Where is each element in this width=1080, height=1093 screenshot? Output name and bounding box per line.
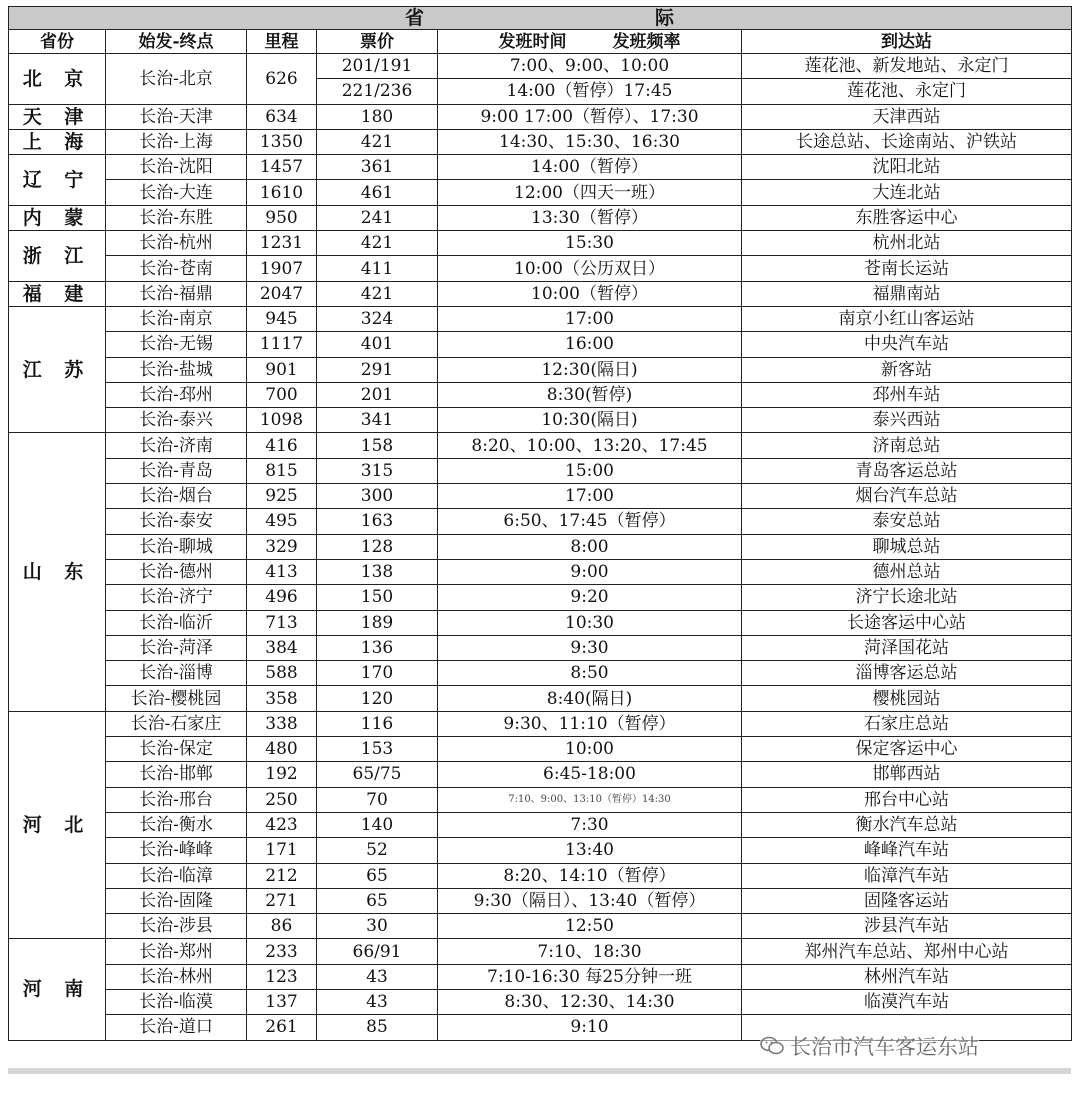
arrival-cell: 淄博客运总站 [742,661,1072,686]
table-row [9,332,1072,357]
distance-cell: 588 [247,661,317,686]
table-row [9,408,1072,433]
time-cell: 12:30(隔日) [438,357,742,382]
price-cell: 138 [317,559,438,584]
price-cell: 43 [317,964,438,989]
route-cell: 长治-邳州 [106,382,247,407]
route-cell: 长治-临漳 [106,863,247,888]
distance-cell: 261 [247,1015,317,1040]
distance-cell: 1907 [247,256,317,281]
schedule-body [9,54,1072,1041]
distance-cell: 192 [247,762,317,787]
table-row [9,357,1072,382]
arrival-cell: 临漳汽车站 [742,863,1072,888]
arrival-cell: 烟台汽车总站 [742,484,1072,509]
price-cell: 65 [317,888,438,913]
time-cell: 16:00 [438,332,742,357]
table-row [9,585,1072,610]
arrival-cell: 邯郸西站 [742,762,1072,787]
price-cell: 65 [317,863,438,888]
province-cell: 北 京 [9,54,106,105]
province-cell: 福 建 [9,281,106,306]
time-cell: 10:00（暂停） [438,281,742,306]
route-cell: 长治-临沂 [106,610,247,635]
route-cell: 长治-涉县 [106,914,247,939]
time-cell: 9:30（隔日）、13:40（暂停） [438,888,742,913]
route-cell: 长治-盐城 [106,357,247,382]
table-row [9,559,1072,584]
time-cell: 8:50 [438,661,742,686]
province-cell: 河 北 [9,711,106,939]
title-row [9,7,1072,30]
price-cell: 153 [317,737,438,762]
route-cell: 长治-临漠 [106,989,247,1014]
route-cell: 长治-天津 [106,104,247,129]
distance-cell: 1610 [247,180,317,205]
distance-cell: 423 [247,812,317,837]
arrival-cell: 福鼎南站 [742,281,1072,306]
table-row [9,509,1072,534]
time-cell: 12:00（四天一班） [438,180,742,205]
distance-cell: 86 [247,914,317,939]
time-cell: 9:00 [438,559,742,584]
price-cell: 116 [317,711,438,736]
price-cell: 170 [317,661,438,686]
time-cell: 10:30 [438,610,742,635]
route-cell: 长治-烟台 [106,484,247,509]
route-cell: 长治-樱桃园 [106,686,247,711]
arrival-cell: 德州总站 [742,559,1072,584]
arrival-cell: 莲花池、永定门 [742,79,1072,104]
price-cell: 136 [317,635,438,660]
table-row [9,989,1072,1014]
arrival-cell: 郑州汽车总站、郑州中心站 [742,939,1072,964]
table-row [9,863,1072,888]
price-cell: 150 [317,585,438,610]
time-cell: 9:30、11:10（暂停） [438,711,742,736]
time-cell: 6:45-18:00 [438,762,742,787]
table-row [9,661,1072,686]
table-row [9,231,1072,256]
price-cell: 140 [317,812,438,837]
route-cell: 长治-郑州 [106,939,247,964]
route-cell: 长治-聊城 [106,534,247,559]
route-cell: 长治-泰安 [106,509,247,534]
table-row [9,711,1072,736]
price-cell: 291 [317,357,438,382]
time-cell: 9:30 [438,635,742,660]
arrival-cell: 长途总站、长途南站、沪铁站 [742,129,1072,154]
price-cell: 411 [317,256,438,281]
route-cell: 长治-衡水 [106,812,247,837]
arrival-cell: 固隆客运站 [742,888,1072,913]
arrival-cell: 邳州车站 [742,382,1072,407]
arrival-cell: 聊城总站 [742,534,1072,559]
header-distance: 里程 [247,30,317,54]
route-cell: 长治-林州 [106,964,247,989]
distance-cell: 123 [247,964,317,989]
table-row [9,838,1072,863]
time-cell: 14:30、15:30、16:30 [438,129,742,154]
time-cell: 15:30 [438,231,742,256]
distance-cell: 271 [247,888,317,913]
distance-cell: 413 [247,559,317,584]
distance-cell: 480 [247,737,317,762]
time-cell: 9:20 [438,585,742,610]
route-cell: 长治-泰兴 [106,408,247,433]
time-cell: 10:00 [438,737,742,762]
table-row [9,737,1072,762]
table-row [9,787,1072,812]
arrival-cell: 苍南长运站 [742,256,1072,281]
price-cell: 85 [317,1015,438,1040]
table-row [9,964,1072,989]
arrival-cell: 天津西站 [742,104,1072,129]
arrival-cell: 中央汽车站 [742,332,1072,357]
route-cell: 长治-邢台 [106,787,247,812]
table-row [9,458,1072,483]
route-cell: 长治-淄博 [106,661,247,686]
route-cell: 长治-南京 [106,306,247,331]
route-cell: 长治-大连 [106,180,247,205]
distance-cell: 384 [247,635,317,660]
route-cell: 长治-沈阳 [106,155,247,180]
bottom-strip [8,1068,1071,1074]
time-cell: 17:00 [438,484,742,509]
price-cell: 120 [317,686,438,711]
route-cell: 长治-东胜 [106,205,247,230]
arrival-cell: 邢台中心站 [742,787,1072,812]
price-cell: 52 [317,838,438,863]
table-row [9,939,1072,964]
arrival-cell: 林州汽车站 [742,964,1072,989]
header-province: 省份 [9,30,106,54]
table-row [9,914,1072,939]
distance-cell: 815 [247,458,317,483]
province-cell: 浙 江 [9,231,106,282]
time-cell: 7:10、18:30 [438,939,742,964]
distance-cell: 212 [247,863,317,888]
table-row [9,812,1072,837]
time-cell: 12:50 [438,914,742,939]
province-cell: 辽 宁 [9,155,106,206]
arrival-cell: 菏泽国花站 [742,635,1072,660]
price-cell: 324 [317,306,438,331]
time-cell: 14:00（暂停） [438,155,742,180]
route-cell: 长治-福鼎 [106,281,247,306]
table-row [9,180,1072,205]
watermark-text: 长治市汽车客运东站 [790,1035,979,1059]
arrival-cell: 青岛客运总站 [742,458,1072,483]
route-cell: 长治-济南 [106,433,247,458]
time-cell: 7:00、9:00、10:00 [438,54,742,79]
price-cell: 300 [317,484,438,509]
route-cell: 长治-杭州 [106,231,247,256]
table-title [9,7,1072,30]
arrival-cell: 石家庄总站 [742,711,1072,736]
arrival-cell: 沈阳北站 [742,155,1072,180]
time-cell: 15:00 [438,458,742,483]
table-row [9,104,1072,129]
province-cell: 内 蒙 [9,205,106,230]
time-cell: 8:40(隔日) [438,686,742,711]
table-row [9,205,1072,230]
time-cell: 7:10-16:30 每25分钟一班 [438,964,742,989]
price-cell: 30 [317,914,438,939]
arrival-cell: 济南总站 [742,433,1072,458]
distance-cell: 1098 [247,408,317,433]
table-row [9,686,1072,711]
time-cell: 10:30(隔日) [438,408,742,433]
table-row [9,155,1072,180]
route-cell: 长治-德州 [106,559,247,584]
province-cell: 江 苏 [9,306,106,432]
route-cell: 长治-北京 [106,54,247,105]
distance-cell: 950 [247,205,317,230]
arrival-cell: 保定客运中心 [742,737,1072,762]
province-cell: 山 东 [9,433,106,711]
distance-cell: 700 [247,382,317,407]
arrival-cell: 南京小红山客运站 [742,306,1072,331]
arrival-cell: 樱桃园站 [742,686,1072,711]
price-cell: 201/191 [317,54,438,79]
price-cell: 401 [317,332,438,357]
price-cell: 70 [317,787,438,812]
distance-cell: 496 [247,585,317,610]
route-cell: 长治-苍南 [106,256,247,281]
distance-cell: 1231 [247,231,317,256]
arrival-cell: 临漠汽车站 [742,989,1072,1014]
price-cell: 158 [317,433,438,458]
arrival-cell: 涉县汽车站 [742,914,1072,939]
price-cell: 65/75 [317,762,438,787]
distance-cell: 1350 [247,129,317,154]
price-cell: 461 [317,180,438,205]
route-cell: 长治-青岛 [106,458,247,483]
time-cell: 7:30 [438,812,742,837]
province-cell: 河 南 [9,939,106,1040]
price-cell: 66/91 [317,939,438,964]
distance-cell: 171 [247,838,317,863]
price-cell: 221/236 [317,79,438,104]
time-cell: 9:00 17:00（暂停）、17:30 [438,104,742,129]
table-row [9,54,1072,79]
arrival-cell: 莲花池、新发地站、永定门 [742,54,1072,79]
title-right: 际 [655,7,676,29]
time-cell: 9:10 [438,1015,742,1040]
distance-cell: 338 [247,711,317,736]
schedule-table [8,6,1072,1041]
distance-cell: 233 [247,939,317,964]
price-cell: 421 [317,129,438,154]
province-cell: 上 海 [9,129,106,154]
header-time: 发班时间 发班频率 [438,30,742,54]
time-cell: 10:00（公历双日） [438,256,742,281]
distance-cell: 250 [247,787,317,812]
table-row [9,256,1072,281]
arrival-cell: 泰兴西站 [742,408,1072,433]
arrival-cell: 东胜客运中心 [742,205,1072,230]
time-cell: 6:50、17:45（暂停） [438,509,742,534]
price-cell: 163 [317,509,438,534]
distance-cell: 925 [247,484,317,509]
province-cell: 天 津 [9,104,106,129]
distance-cell: 2047 [247,281,317,306]
arrival-cell: 济宁长途北站 [742,585,1072,610]
wechat-icon [760,1036,784,1056]
distance-cell: 945 [247,306,317,331]
table-row [9,129,1072,154]
distance-cell: 416 [247,433,317,458]
price-cell: 341 [317,408,438,433]
arrival-cell: 长途客运中心站 [742,610,1072,635]
time-cell: 8:00 [438,534,742,559]
arrival-cell: 衡水汽车总站 [742,812,1072,837]
distance-cell: 901 [247,357,317,382]
distance-cell: 713 [247,610,317,635]
distance-cell: 1457 [247,155,317,180]
title-left: 省 [404,7,425,29]
header-row [9,30,1072,54]
price-cell: 315 [317,458,438,483]
price-cell: 421 [317,231,438,256]
table-row [9,382,1072,407]
time-cell: 8:30、12:30、14:30 [438,989,742,1014]
header-arrival: 到达站 [742,30,1072,54]
table-row [9,888,1072,913]
time-cell: 14:00（暂停）17:45 [438,79,742,104]
table-row [9,762,1072,787]
time-cell: 13:30（暂停） [438,205,742,230]
price-cell: 201 [317,382,438,407]
route-cell: 长治-保定 [106,737,247,762]
distance-cell: 1117 [247,332,317,357]
route-cell: 长治-无锡 [106,332,247,357]
header-price: 票价 [317,30,438,54]
watermark [760,1031,979,1061]
distance-cell: 137 [247,989,317,1014]
price-cell: 361 [317,155,438,180]
arrival-cell: 新客站 [742,357,1072,382]
table-row [9,484,1072,509]
price-cell: 180 [317,104,438,129]
price-cell: 241 [317,205,438,230]
table-row [9,306,1072,331]
table-row [9,635,1072,660]
distance-cell: 495 [247,509,317,534]
table-row [9,281,1072,306]
price-cell: 43 [317,989,438,1014]
route-cell: 长治-邯郸 [106,762,247,787]
arrival-cell: 峰峰汽车站 [742,838,1072,863]
arrival-cell: 泰安总站 [742,509,1072,534]
route-cell: 长治-上海 [106,129,247,154]
route-cell: 长治-菏泽 [106,635,247,660]
route-cell: 长治-石家庄 [106,711,247,736]
arrival-cell: 杭州北站 [742,231,1072,256]
distance-cell: 626 [247,54,317,105]
time-cell: 13:40 [438,838,742,863]
route-cell: 长治-道口 [106,1015,247,1040]
price-cell: 128 [317,534,438,559]
arrival-cell: 大连北站 [742,180,1072,205]
route-cell: 长治-固隆 [106,888,247,913]
route-cell: 长治-济宁 [106,585,247,610]
table-row [9,534,1072,559]
route-cell: 长治-峰峰 [106,838,247,863]
distance-cell: 634 [247,104,317,129]
table-row [9,610,1072,635]
price-cell: 421 [317,281,438,306]
time-cell: 8:30(暂停) [438,382,742,407]
price-cell: 189 [317,610,438,635]
time-cell: 8:20、10:00、13:20、17:45 [438,433,742,458]
time-cell: 8:20、14:10（暂停） [438,863,742,888]
distance-cell: 329 [247,534,317,559]
schedule-sheet [8,6,1071,1041]
time-cell: 7:10、9:00、13:10（暂停）14:30 [438,787,742,812]
time-cell: 17:00 [438,306,742,331]
distance-cell: 358 [247,686,317,711]
header-route: 始发-终点 [106,30,247,54]
table-row [9,433,1072,458]
